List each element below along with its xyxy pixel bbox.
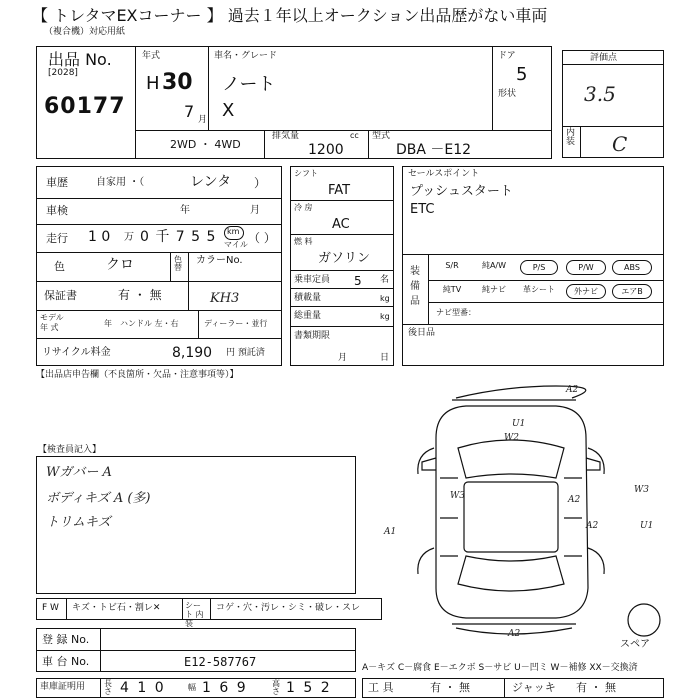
equip-airbag: エアB: [612, 284, 652, 299]
year-label: 年式: [142, 51, 161, 61]
mark-roof-front: U1: [512, 419, 526, 429]
mark-right-rear: A2: [586, 521, 599, 531]
name-label: 車名・グレード: [214, 51, 278, 61]
notes-label: 後日品: [408, 328, 436, 338]
interior-label: 内装: [566, 128, 576, 147]
cert-label: 車庫証明用: [40, 682, 86, 692]
sheet-title: 【 トレタマEXコーナー 】 過去１年以上オークション出品歴がない車両: [32, 6, 548, 25]
wid-label: 幅: [188, 683, 196, 692]
equip-navi: 純ナビ: [482, 285, 506, 294]
doors-label: ドア: [498, 51, 516, 61]
score-label: 評価点: [590, 53, 618, 63]
model-value: DBA －E12: [396, 142, 472, 158]
weight-unit: kg: [380, 312, 390, 321]
color-code: KH3: [210, 291, 240, 306]
recycle-amount: 8,190: [172, 345, 213, 361]
mark-hood: W2: [504, 433, 519, 443]
inspection-month-unit: 月: [250, 205, 260, 216]
seat-label: シート 内装: [185, 601, 204, 628]
mark-right-door: A2: [568, 495, 581, 505]
spare-label: スペア: [620, 639, 650, 650]
fuel-value: ガソリン: [318, 251, 371, 266]
month-value: 7: [184, 102, 195, 121]
ac-value: AC: [332, 217, 350, 232]
fw-label: F W: [42, 603, 59, 613]
chassis-value: E12-587767: [184, 655, 257, 669]
shift-value: FAT: [328, 183, 351, 198]
navi-model-label: ナビ型番：: [436, 308, 476, 317]
history-options: 自家用 ・（: [96, 177, 145, 188]
damage-legend: A－キズ C－腐食 E－エクボ S－サビ U－凹ミ W－補修 XX－交換済: [362, 663, 638, 673]
warranty-value: 有 ・ 無: [118, 288, 162, 302]
tools-value: 有 ・ 無: [430, 681, 470, 694]
chassis-label: 車 台 No.: [42, 655, 90, 668]
equipment-label: 装備品: [410, 266, 420, 307]
paper-note: （複合機）対応用紙: [44, 27, 126, 37]
len-label: 長さ: [104, 679, 112, 696]
doors-value: 5: [516, 64, 528, 85]
shift-label: シフト: [294, 169, 318, 178]
model-year-unit: 年: [104, 319, 112, 328]
car-grade: X: [222, 100, 235, 121]
history-value: レンタ: [190, 174, 232, 190]
sales-line-1: プッシュスタート: [410, 184, 513, 199]
equip-tv: 純TV: [442, 285, 462, 294]
equip-leather: 革シート: [523, 285, 555, 294]
mileage-man: 1 0: [88, 229, 111, 245]
lot-number: 60177: [44, 94, 126, 119]
shape-label: 形状: [498, 89, 517, 99]
equip-sr: S/R: [445, 261, 459, 270]
ac-label: 冷 房: [294, 203, 313, 212]
equip-ext-navi: 外ナビ: [566, 284, 606, 299]
sales-line-2: ETC: [410, 202, 435, 217]
mark-top: A2: [566, 385, 579, 395]
mileage-digits: 0 千 7 5 5: [140, 229, 217, 245]
mark-left-rear: A1: [384, 527, 397, 537]
month-unit: 月: [198, 115, 208, 125]
mileage-paren: （ ）: [248, 231, 276, 245]
tools-label: 工 具: [368, 681, 394, 694]
color-value: クロ: [106, 257, 134, 273]
fuel-label: 燃 料: [294, 237, 313, 246]
dealer-option: ディーラー・並行: [204, 319, 268, 328]
capacity-value: 5: [354, 274, 362, 288]
inspection-label: 車検: [46, 204, 68, 217]
mark-far-right: U1: [640, 521, 654, 531]
interior-score: C: [612, 132, 628, 156]
sales-label: セールスポイント: [408, 169, 480, 179]
docs-label: 書類期限: [294, 331, 331, 341]
info-block: [36, 166, 282, 366]
equip-abs: ABS: [612, 260, 652, 275]
mileage-label: 走行: [46, 232, 68, 245]
jack-value: 有 ・ 無: [576, 681, 616, 694]
inspector-note-1: Wガバー A: [46, 465, 112, 480]
docs-month-unit: 月: [338, 353, 348, 363]
color-change-label: 色替: [174, 255, 182, 272]
color-code-label: カラーNo.: [196, 255, 243, 266]
handle-option: ハンドル 左・右: [120, 319, 179, 328]
displacement-value: 1200: [308, 142, 344, 158]
year-value: 30: [162, 70, 193, 95]
car-damage-diagram: [384, 378, 686, 660]
weight-label: 総重量: [294, 311, 322, 321]
inspection-year-unit: 年: [180, 205, 190, 216]
wid-value: 1 6 9: [202, 680, 248, 696]
hgt-label: 高さ: [272, 679, 280, 696]
mark-right-side: W3: [634, 485, 649, 495]
model-year-label2: 年 式: [40, 323, 59, 332]
inspector-note-3: トリムキズ: [46, 515, 111, 530]
equip-ps: P/S: [520, 260, 558, 275]
mark-left-door: W3: [450, 491, 465, 501]
jack-label: ジャッキ: [512, 681, 556, 694]
seller-section-label: 【出品店申告欄（不良箇所・欠品・注意事項等）】: [36, 370, 239, 380]
era: H: [146, 73, 160, 94]
docs-day-unit: 日: [380, 353, 390, 363]
model-year-label1: モデル: [40, 313, 64, 322]
load-unit: kg: [380, 294, 390, 303]
drive-options: 2WD ・ 4WD: [170, 138, 241, 151]
lot-label: 出品 No.: [48, 50, 112, 69]
len-value: 4 1 0: [120, 680, 166, 696]
mileage-man-unit: 万: [124, 232, 134, 243]
unit-mile: マイル: [224, 240, 248, 249]
capacity-label: 乗車定員: [294, 275, 331, 285]
equip-alloy: 純A/W: [481, 261, 507, 270]
load-label: 積載量: [294, 293, 322, 303]
mark-bottom: A2: [508, 629, 521, 639]
equip-pw: P/W: [566, 260, 606, 275]
color-label: 色: [54, 260, 65, 273]
model-label: 型式: [372, 131, 391, 141]
car-name: ノート: [222, 74, 276, 95]
inspector-note-2: ボディキズ A (多): [46, 491, 151, 506]
hgt-value: 1 5 2: [286, 680, 332, 696]
lot-stamp: [2028]: [48, 68, 78, 78]
fw-text: キズ・トビ石・割レ✕: [72, 603, 161, 613]
warranty-label: 保証書: [44, 289, 77, 302]
displacement-label: 排気量: [272, 131, 300, 141]
registration-label: 登 録 No.: [42, 633, 90, 646]
displacement-unit: cc: [350, 131, 359, 140]
history-close: ）: [254, 176, 267, 190]
seat-text: コゲ・穴・汚レ・シミ・破レ・スレ: [216, 603, 361, 613]
recycle-label: リサイクル料金: [42, 347, 111, 358]
history-label: 車歴: [46, 176, 68, 189]
capacity-unit: 名: [380, 275, 390, 285]
recycle-unit: 円 預託済: [226, 348, 265, 358]
unit-km: km: [227, 227, 240, 236]
inspector-label: 【検査員記入】: [38, 445, 102, 455]
score-value: 3.5: [584, 82, 616, 106]
